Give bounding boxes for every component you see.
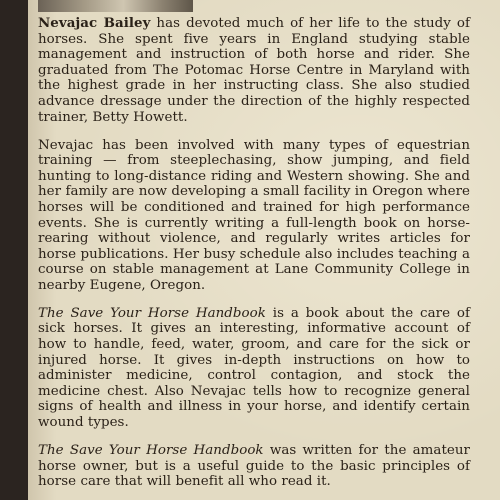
bio-line: training — from steeplechasing, show jumping, and field (38, 153, 470, 169)
bio-line: horses will be conditioned and trained for high performance (38, 199, 470, 215)
bio-line: graduated from The Potomac Horse Centre in Maryland with (38, 62, 470, 78)
cover-text (38, 16, 470, 500)
bio-line: her family are now developing a small facility in Oregon where (38, 184, 470, 200)
author-bio-paragraph-2 (38, 138, 470, 294)
author-name: Nevajac Bailey (38, 15, 151, 31)
description-line: how to handle, feed, water, groom, and care for the sick or (38, 337, 470, 353)
description-line: signs of health and illness in your horse, and identify certain (38, 399, 470, 415)
bio-line: horse publications. Her busy schedule also includes teaching a (38, 246, 470, 262)
description-line: is a book about the care of (265, 305, 470, 321)
bio-line: horses. She spent five years in England studying stable (38, 31, 470, 47)
bio-line: rearing without violence, and regularly writes articles for (38, 231, 470, 247)
description-line: horse owner, but is a useful guide to the basic principles of (38, 458, 470, 474)
description-line: medicine chest. Also Nevajac tells how to recognize general (38, 383, 470, 399)
bio-line: advance dressage under the direction of the highly respected (38, 93, 470, 109)
bio-line: the highest grade in her instructing class. She also studied (38, 78, 470, 94)
bio-line: management and instruction of both horse and rider. She (38, 47, 470, 63)
description-line: was written for the amateur (263, 443, 470, 459)
bio-line: nearby Eugene, Oregon. (38, 277, 206, 293)
bio-line: has devoted much of her life to the study of (150, 16, 470, 31)
book-back-cover (28, 0, 500, 500)
description-line: administer medicine, control contagion, and stock the (38, 368, 470, 384)
bio-line: hunting to long-distance riding and Western showing. She and (38, 168, 470, 184)
author-photo (38, 0, 193, 12)
bio-line: trainer, Betty Howett. (38, 109, 188, 125)
description-line: sick horses. It gives an interesting, informative account of (38, 321, 470, 337)
bio-line: course on stable management at Lane Community College in (38, 262, 470, 278)
bio-line: Nevajac has been involved with many types of equestrian (38, 137, 470, 153)
book-description-paragraph-2 (38, 443, 470, 490)
bio-line: events. She is currently writing a full-length book on horse- (38, 215, 470, 231)
book-title: The Save Your Horse Handbook (38, 443, 264, 459)
author-bio-paragraph-1 (38, 16, 470, 125)
description-line: horse care that will benefit all who read it. (38, 474, 331, 490)
book-title: The Save Your Horse Handbook (38, 305, 266, 321)
description-line: wound types. (38, 415, 129, 431)
description-line: injured horse. It gives in-depth instructions on how to (38, 352, 470, 368)
book-description-paragraph-1 (38, 306, 470, 431)
